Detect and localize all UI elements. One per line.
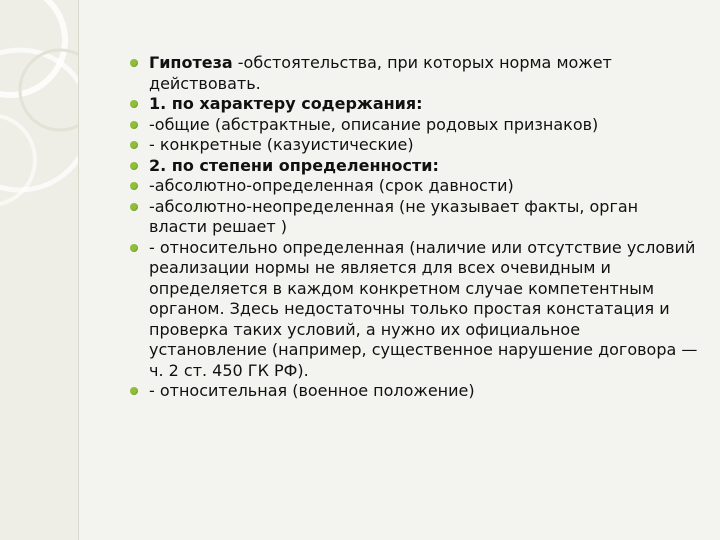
bullet-icon	[130, 387, 138, 395]
item-text: - относительная (военное положение)	[149, 381, 475, 400]
list-item	[130, 156, 698, 177]
item-term: 2. по степени определенности:	[149, 155, 439, 175]
bullet-icon	[130, 121, 138, 129]
slide-content	[130, 53, 698, 402]
list-item	[130, 53, 698, 94]
item-text: - конкретные (казуистические)	[149, 135, 414, 154]
list-item	[130, 176, 698, 197]
bullet-icon	[130, 203, 138, 211]
bullet-icon	[130, 182, 138, 190]
item-text: -абсолютно-определенная (срок давности)	[149, 176, 514, 195]
bullet-icon	[130, 244, 138, 252]
item-text: -обстоятельства, при которых норма может действовать.	[149, 53, 612, 93]
item-text: -абсолютно-неопределенная (не указывает факты, орган власти решает )	[149, 196, 639, 236]
bullet-icon	[130, 59, 138, 67]
decorative-circles	[0, 0, 78, 540]
list-item	[130, 135, 698, 156]
decorative-side-panel	[0, 0, 79, 540]
list-item	[130, 238, 698, 382]
list-item	[130, 197, 698, 238]
list-item	[130, 94, 698, 115]
item-term: 1. по характеру содержания:	[149, 94, 423, 113]
bullet-list	[130, 53, 698, 402]
item-text: - относительно определенная (наличие или отсутствие условий реализации нормы не является для всех очевидным и определяется в каждом конкретном случае компетентным органом. Здесь недостаточны только простая констатация и проверка таких условий, а нужно их официальное установление (например, существенное нарушение договора — ч. 2 ст. 450 ГК РФ).	[149, 237, 698, 380]
bullet-icon	[130, 141, 138, 149]
item-text: -общие (абстрактные, описание родовых признаков)	[149, 114, 599, 134]
bullet-icon	[130, 100, 138, 108]
item-term: Гипотеза	[149, 53, 233, 72]
list-item	[130, 115, 698, 136]
list-item	[130, 381, 698, 402]
bullet-icon	[130, 162, 138, 170]
